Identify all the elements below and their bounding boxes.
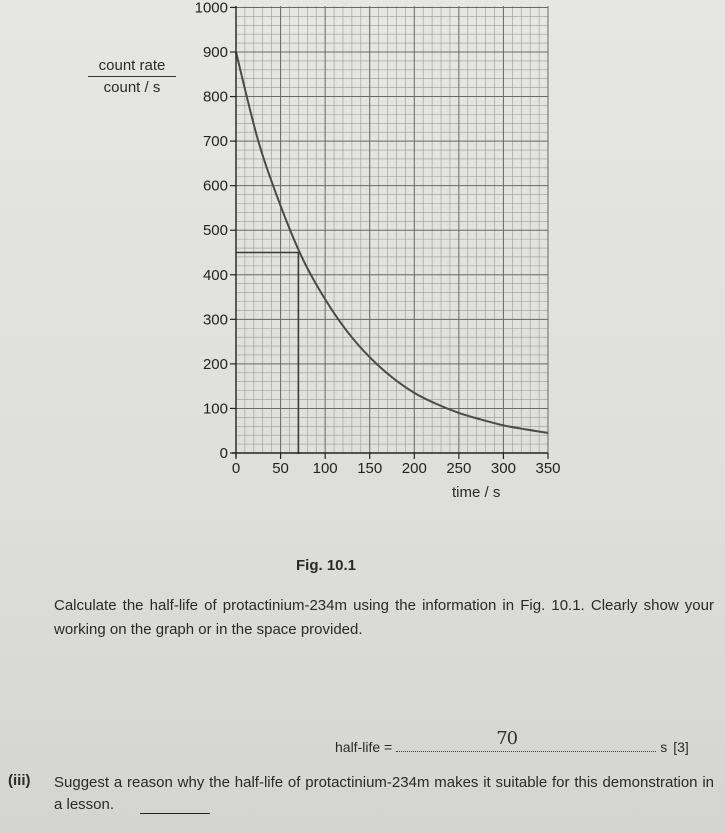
part-label: (iii) (8, 772, 31, 789)
x-axis-label: time / s (452, 484, 501, 501)
y-tick-label: 1000 (194, 0, 228, 17)
pen-underline (140, 813, 210, 814)
y-tick-label: 600 (202, 177, 228, 195)
y-axis-label-denominator: count / s (103, 79, 161, 96)
answer-field[interactable] (396, 728, 656, 752)
minor-grid (236, 6, 548, 453)
y-tick-label: 200 (202, 355, 228, 373)
answer-unit: s (660, 739, 668, 755)
y-axis-label-numerator: count rate (88, 57, 176, 77)
x-tick-label: 250 (446, 460, 472, 477)
x-tick-label: 100 (312, 460, 338, 477)
y-tick-label: 100 (202, 400, 228, 418)
y-tick-label: 400 (202, 266, 228, 284)
x-tick-label: 150 (357, 460, 383, 477)
answer-label: half-life = (335, 739, 393, 755)
x-tick-label: 200 (401, 460, 427, 477)
x-tick-label: 0 (231, 460, 241, 477)
x-tick-label: 300 (490, 460, 516, 477)
x-tick-label: 350 (535, 460, 561, 477)
figure-caption: Fig. 10.1 (296, 557, 357, 574)
part-iii-text: Suggest a reason why the half-life of protactinium-234m makes it suitable for this demonstration in a lesson. (54, 774, 714, 813)
x-tick-label: 50 (272, 460, 289, 477)
y-tick-label: 700 (202, 133, 228, 151)
axis-ticks (230, 7, 548, 459)
question-text: Calculate the half-life of protactinium-234m using the information in Fig. 10.1. Clearly show your working on the graph or in the space provided. (54, 597, 714, 638)
major-grid (236, 6, 548, 453)
handwritten-answer: 70 (496, 728, 518, 749)
y-tick-label: 800 (202, 88, 228, 106)
y-tick-label: 900 (202, 44, 228, 61)
marks-badge: [3] (673, 739, 689, 755)
answer-line (335, 728, 689, 755)
y-tick-label: 300 (202, 311, 228, 329)
decay-curve (236, 52, 548, 433)
axis-tick-labels (195, 0, 561, 477)
y-axis-label (88, 57, 176, 96)
y-tick-label: 500 (202, 222, 228, 240)
y-tick-label: 0 (219, 445, 228, 462)
half-life-construction-line (236, 253, 298, 455)
